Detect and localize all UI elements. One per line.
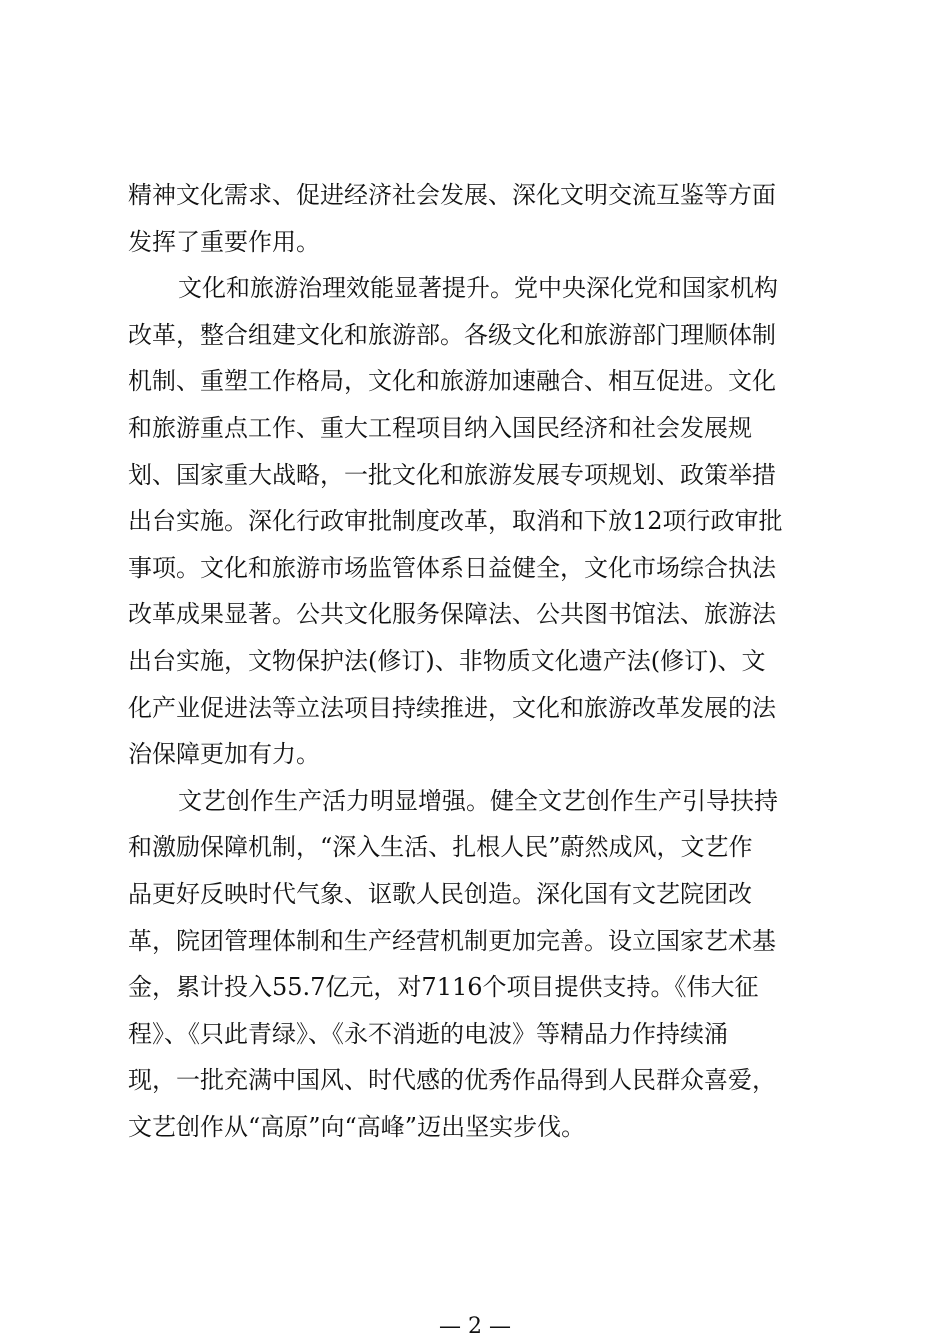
text-line: 和旅游重点工作、重大工程项目纳入国民经济和社会发展规 <box>128 413 752 442</box>
document-body <box>128 172 828 1150</box>
text-line: 化产业促进法等立法项目持续推进，文化和旅游改革发展的法 <box>128 693 776 722</box>
text-line: 改革成果显著。公共文化服务保障法、公共图书馆法、旅游法 <box>128 600 776 629</box>
text-line: 改革，整合组建文化和旅游部。各级文化和旅游部门理顺体制 <box>128 320 776 349</box>
text-line: 出台实施。深化行政审批制度改革，取消和下放12项行政审批 <box>128 507 783 536</box>
text-line: 现，一批充满中国风、时代感的优秀作品得到人民群众喜爱， <box>128 1066 776 1095</box>
text-line: 程》、《只此青绿》、《永不消逝的电波》等精品力作持续涌 <box>128 1019 728 1048</box>
text-line: 事项。文化和旅游市场监管体系日益健全，文化市场综合执法 <box>128 553 776 582</box>
text-line: 精神文化需求、促进经济社会发展、深化文明交流互鉴等方面 <box>128 181 776 209</box>
text-line: 发挥了重要作用。 <box>128 227 320 256</box>
paragraph-2 <box>128 265 828 778</box>
text-line: 和激励保障机制，“深入生活、扎根人民”蔚然成风，文艺作 <box>128 833 753 862</box>
text-line: 出台实施，文物保护法(修订)、非物质文化遗产法(修订)、文 <box>128 646 766 675</box>
text-line: 文艺创作从“高原”向“高峰”迈出坚实步伐。 <box>128 1112 586 1141</box>
text-line: 金，累计投入55.7亿元，对7116个项目提供支持。《伟大征 <box>128 973 759 1002</box>
page-number: — 2 — <box>439 1314 511 1339</box>
paragraph-3 <box>128 778 828 1151</box>
text-line: 治保障更加有力。 <box>128 740 320 769</box>
text-line: 品更好反映时代气象、讴歌人民创造。深化国有文艺院团改 <box>128 879 752 908</box>
text-line: 机制、重塑工作格局，文化和旅游加速融合、相互促进。文化 <box>128 367 776 396</box>
paragraph-1 <box>128 172 828 265</box>
text-line: 文化和旅游治理效能显著提升。党中央深化党和国家机构 <box>178 274 778 303</box>
text-line: 划、国家重大战略，一批文化和旅游发展专项规划、政策举措 <box>128 460 776 489</box>
text-line: 革，院团管理体制和生产经营机制更加完善。设立国家艺术基 <box>128 926 776 955</box>
text-line: 文艺创作生产活力明显增强。健全文艺创作生产引导扶持 <box>178 786 778 815</box>
